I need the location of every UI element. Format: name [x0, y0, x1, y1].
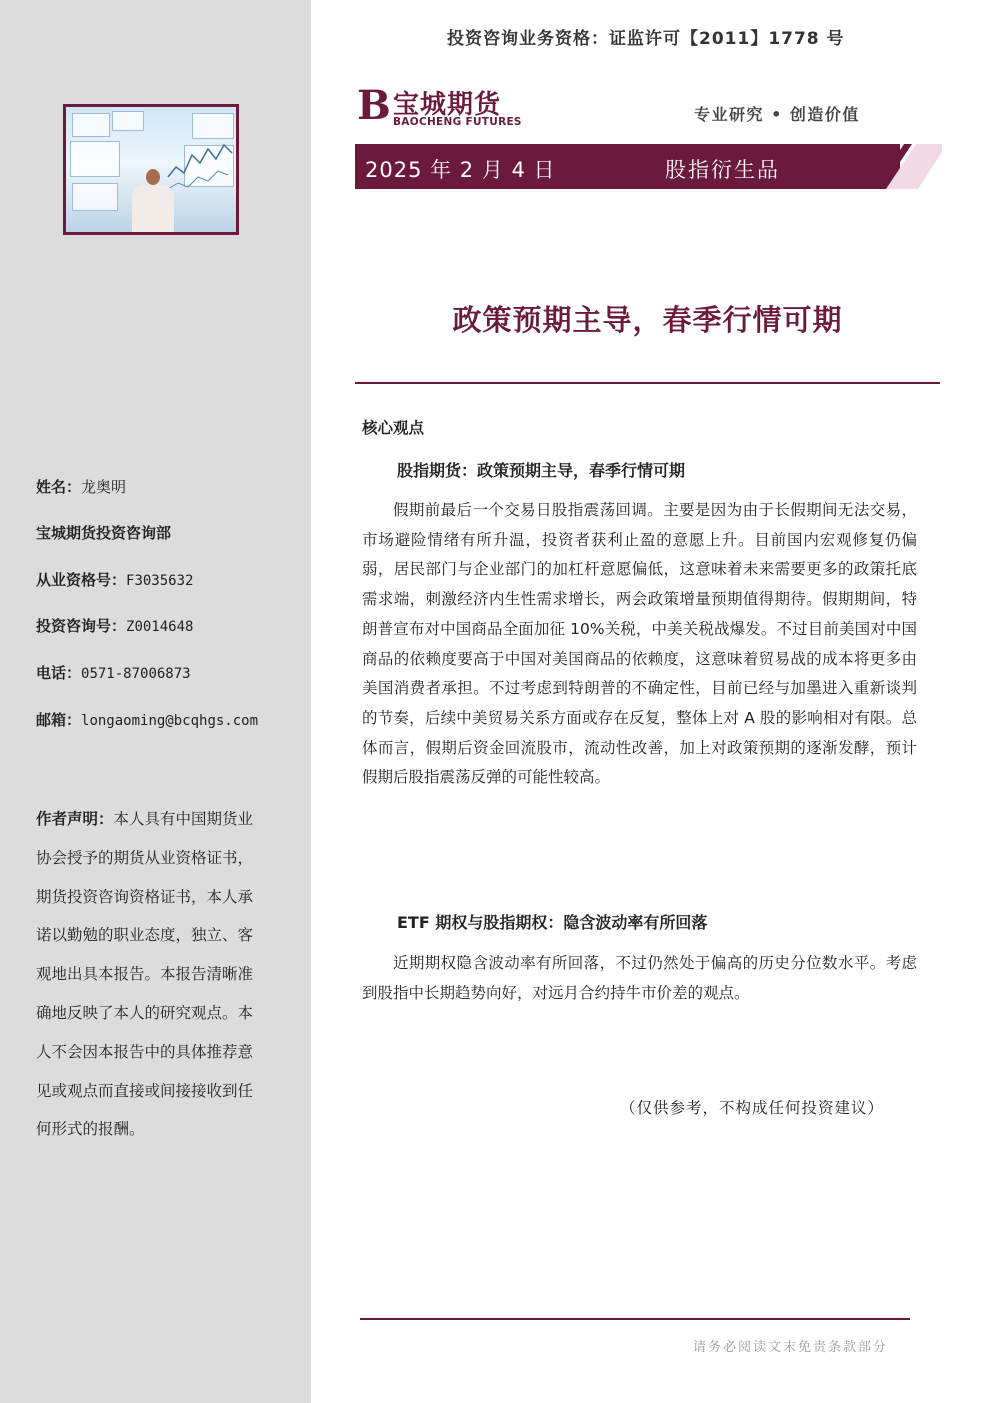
person-body — [132, 185, 174, 235]
license-label: 从业资格号： — [36, 571, 127, 589]
sidebar — [0, 0, 311, 1403]
logo-en: BAOCHENG FUTURES — [393, 116, 522, 128]
department: 宝城期货投资咨询部 — [36, 524, 172, 542]
section1-heading: 股指期货：政策预期主导，春季行情可期 — [397, 461, 686, 480]
license-value: F3035632 — [126, 573, 194, 589]
title-divider — [355, 382, 940, 384]
author-statement — [36, 800, 268, 1149]
consult-value: Z0014648 — [126, 619, 194, 635]
name-label: 姓名： — [36, 478, 82, 496]
logo-cn: 宝城期货 — [393, 90, 502, 120]
banner-stripes — [860, 144, 942, 189]
email-label: 邮箱： — [36, 711, 82, 729]
name-value: 龙奥明 — [81, 478, 127, 496]
consult-row — [36, 615, 193, 636]
person-head — [146, 169, 160, 185]
footer-divider — [360, 1318, 910, 1320]
department-row — [36, 522, 171, 543]
disclaimer-note: （仅供参考，不构成任何投资建议） — [620, 1099, 885, 1117]
phone-row — [36, 662, 191, 683]
core-label: 核心观点 — [362, 419, 425, 437]
section2-heading: ETF 期权与股指期权：隐含波动率有所回落 — [397, 913, 708, 932]
footer-text: 请务必阅读文末免责条款部分 — [693, 1340, 889, 1355]
qualification-line: 投资咨询业务资格：证监许可【2011】1778 号 — [447, 29, 845, 49]
statement-text: 本人具有中国期货业协会授予的期货从业资格证书，期货投资咨询资格证书，本人承诺以勤勉的职业态度，独立、客观地出具本报告。本报告清晰准确地反映了本人的研究观点。本人不会因本报告中的具体推荐意见或观点而直接或间接接收到任何形式的报酬。 — [36, 810, 254, 1139]
email-row — [36, 709, 258, 730]
email-value[interactable]: longaoming@bcqhgs.com — [81, 713, 259, 729]
company-logo — [357, 84, 527, 132]
logo-mark: B — [357, 82, 391, 129]
hero-image — [63, 104, 239, 235]
author-name-row — [36, 476, 126, 497]
statement-label: 作者声明： — [36, 810, 114, 828]
license-row — [36, 569, 193, 590]
slogan: 专业研究 • 创造价值 — [694, 105, 860, 124]
section1-body: 假期前最后一个交易日股指震荡回调。主要是因为由于长假期间无法交易，市场避险情绪有所升温，投资者获利止盈的意愿上升。目前国内宏观修复仍偏弱，居民部门与企业部门的加杠杆意愿偏低，这意味着未来需要更多的政策托底需求端，刺激经济内生性需求增长，两会政策增量预期值得期待。假期期间，特朗普宣布对中国商品全面加征 10%关税，中美关税战爆发。不过目前美国对中国商品的依赖度要高于中国对美国商品的依赖度，这意味着贸易战的成本将更多由美国消费者承担。不过考虑到特朗普的不确定性，目前已经与加墨进入重新谈判的节奏，后续中美贸易关系方面或存在反复，整体上对 A 股的影响相对有限。总体而言，假期后资金回流股市，流动性改善，加上对政策预期的逐渐发酵，预计假期后股指震荡反弹的可能性较高。 — [362, 501, 917, 787]
phone-value: 0571-87006873 — [81, 666, 191, 682]
hero-chart-graphic — [166, 137, 236, 197]
report-category: 股指衍生品 — [665, 158, 780, 182]
section2-body: 近期期权隐含波动率有所回落，不过仍然处于偏高的历史分位数水平。考虑到股指中长期趋势向好，对远月合约持牛市价差的观点。 — [362, 954, 917, 1002]
phone-label: 电话： — [36, 664, 82, 682]
report-title: 政策预期主导，春季行情可期 — [452, 303, 843, 337]
report-date: 2025 年 2 月 4 日 — [365, 158, 556, 182]
consult-label: 投资咨询号： — [36, 617, 127, 635]
